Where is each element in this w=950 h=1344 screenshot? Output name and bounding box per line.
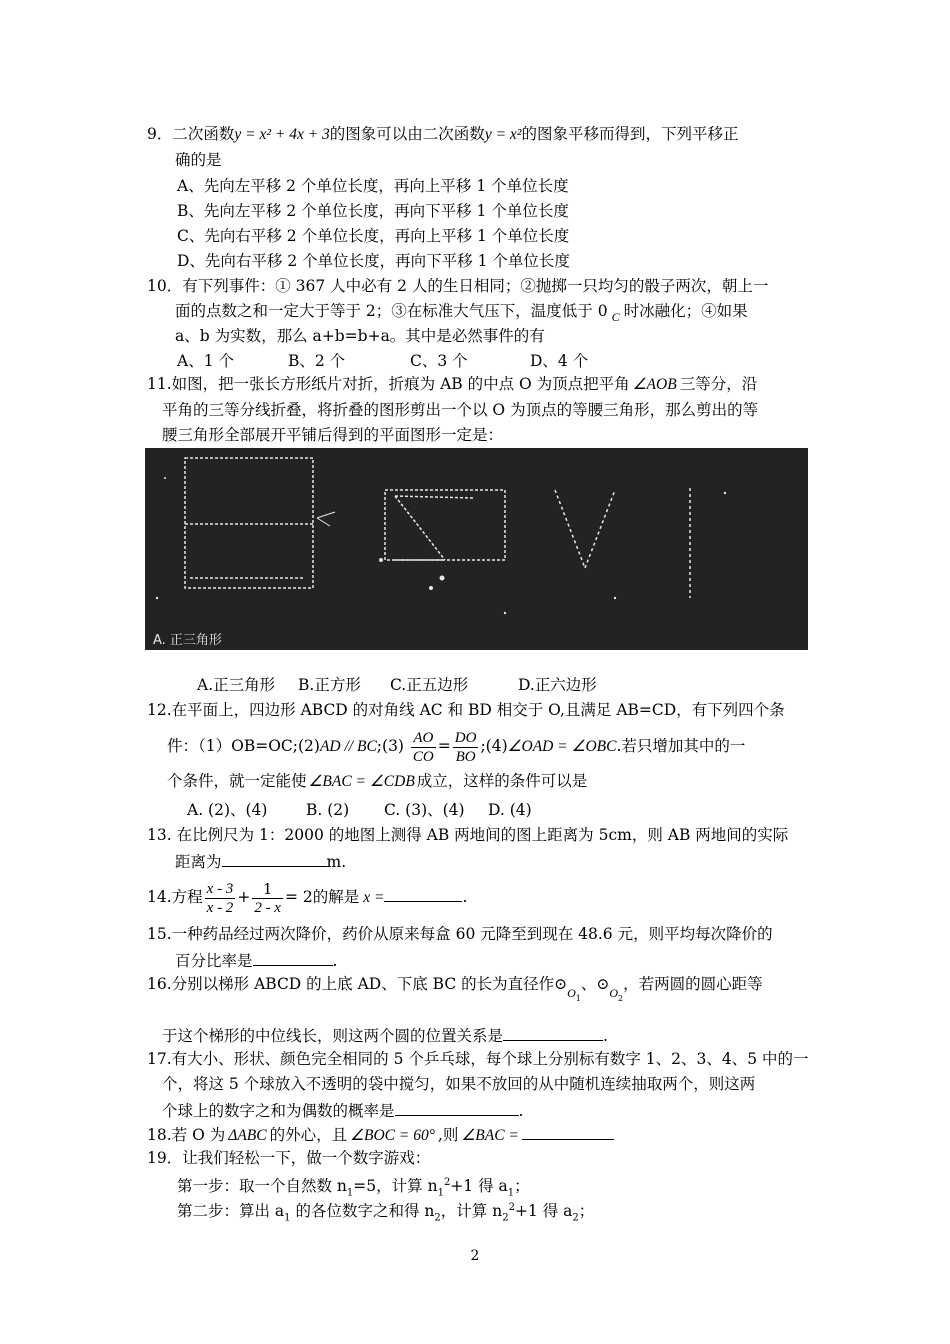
q11-line2: 平角的三等分线折叠，将折叠的图形剪出一个以 O 为顶点的等腰三角形，那么剪出的等 bbox=[162, 401, 759, 419]
q12-option-c: C. (3)、(4) bbox=[384, 801, 465, 819]
q10-option-b: B、2 个 bbox=[288, 352, 346, 370]
q12-cond2: AD // BC bbox=[319, 738, 377, 755]
q12-line3-post: 成立，这样的条件可以是 bbox=[416, 772, 588, 790]
q9-func2: y = x² bbox=[484, 126, 522, 143]
q12-cond3-pre: ;(3) bbox=[376, 737, 404, 755]
q13-line2 bbox=[175, 850, 346, 872]
q11-option-c: C.正五边形 bbox=[390, 676, 469, 694]
q18-ask: ∠BAC = bbox=[461, 1127, 519, 1144]
q12-fraction-2: $\frac{DO}{BO}$ bbox=[454, 729, 477, 765]
q15-line1: 15.一种药品经过两次降价，药价从原来每盒 60 元降至到现在 48.6 元，则平均每次降价的 bbox=[147, 925, 773, 943]
q11-figure bbox=[145, 448, 808, 650]
q10-option-d: D、4 个 bbox=[530, 352, 589, 370]
q14-pre: 14.方程 bbox=[147, 888, 203, 906]
q12-line3 bbox=[167, 771, 587, 792]
q11-line1 bbox=[147, 374, 757, 395]
q11-line3: 腰三角形全部展开平铺后得到的平面图形一定是： bbox=[162, 426, 504, 444]
q18-line bbox=[147, 1123, 614, 1146]
q16-line1-post: ，若两圆的圆心距等 bbox=[623, 975, 763, 993]
q16-line2-post: . bbox=[603, 1027, 608, 1045]
q10-line1: 10．有下列事件：① 367 人中必有 2 人的生日相同；②抛掷一只均匀的骰子两次，朝上一 bbox=[147, 277, 769, 295]
q9-text: 9．二次函数 bbox=[147, 125, 235, 143]
q9-option-c: C、先向右平移 2 个单位长度，再向上平移 1 个单位长度 bbox=[177, 227, 570, 245]
q12-equals: = bbox=[437, 737, 451, 755]
q11-text-post: 三等分，沿 bbox=[679, 375, 758, 393]
q15-line2 bbox=[175, 949, 337, 971]
q17-line2: 个，将这 5 个球放入不透明的袋中搅匀，如果不放回的从中随机连续抽取两个，则这两 bbox=[162, 1075, 756, 1093]
q15-line2-pre: 百分比率是 bbox=[175, 952, 253, 970]
q17-line3-post: . bbox=[518, 1102, 524, 1120]
q14-line bbox=[147, 876, 467, 919]
q12-line3-math: ∠BAC = ∠CDB bbox=[308, 773, 415, 790]
cut-shape-icon bbox=[555, 488, 690, 598]
q16-line1-pre: 16.分别以梯形 ABCD 的上底 AD、下底 BC 的长为直径作⊙ bbox=[147, 975, 568, 993]
q9-text-post: 的图象平移而得到，下列平移正 bbox=[521, 125, 739, 143]
q12-fraction-1: $\frac{AO}{CO}$ bbox=[412, 729, 434, 765]
q18-triangle: ΔABC bbox=[228, 1127, 267, 1144]
q14-mid: 的解是 bbox=[312, 888, 360, 906]
fold-figure-drawing bbox=[145, 448, 808, 650]
q17-line1: 17.有大小、形状、颜色完全相同的 5 个乒乓球，每个球上分别标有数字 1、2、3、4、5 中的一 bbox=[147, 1050, 809, 1068]
q10-text-post: 时冰融化；④如果 bbox=[623, 302, 748, 320]
q12-cond4-pre: ;(4) bbox=[480, 737, 508, 755]
q13-line2-pre: 距离为 bbox=[175, 853, 222, 871]
q18-answer-blank[interactable] bbox=[522, 1123, 614, 1140]
folded-rectangle-icon bbox=[185, 458, 313, 588]
q9-option-b: B、先向左平移 2 个单位长度，再向下平移 1 个单位长度 bbox=[177, 202, 569, 220]
q14-answer-blank[interactable] bbox=[384, 885, 462, 902]
q19-step2: 第二步：算出 $a_1$ 的各位数字之和得 $n_2$，计算 $n_2^2+1$ 得 $a_2$； bbox=[177, 1202, 595, 1224]
q14-fraction-1: $\frac{x - 3}{x - 2}$ bbox=[206, 880, 234, 916]
q16-answer-blank[interactable] bbox=[503, 1024, 603, 1041]
q10-text: 面的点数之和一定大于等于 2；③在标准大气压下，温度低于 0 bbox=[175, 302, 608, 320]
figure-caption: A. 正三角形 bbox=[153, 633, 222, 648]
q18-mid: 的外心，且 bbox=[269, 1126, 348, 1144]
q16-sep: 、⊙ bbox=[580, 975, 610, 993]
q19-step1: 第一步：取一个自然数 $n_1=5$，计算 $n_1^2+1$ 得 $a_1$； bbox=[177, 1177, 530, 1199]
q12-line2 bbox=[167, 726, 745, 767]
q13-line1: 13. 在比例尺为 1：2000 的地图上测得 AB 两地间的图上距离为 5cm，则 AB 两地间的实际 bbox=[147, 826, 789, 844]
q16-o1: O bbox=[567, 986, 576, 1000]
q17-line3-pre: 个球上的数字之和为偶数的概率是 bbox=[162, 1102, 395, 1120]
q12-option-a: A. (2)、(4) bbox=[187, 801, 268, 819]
q18-mid2: ,则 bbox=[437, 1126, 459, 1144]
q17-line3 bbox=[162, 1099, 523, 1121]
page-number: 2 bbox=[470, 1248, 480, 1264]
q12-line1: 12.在平面上，四边形 ABCD 的对角线 AC 和 BD 相交于 O,且满足 AB=CD，有下列四个条 bbox=[147, 701, 785, 719]
q10-unit: C bbox=[611, 310, 620, 324]
q12-option-b: B. (2) bbox=[306, 801, 350, 819]
q16-line2 bbox=[162, 1024, 608, 1046]
q10-line3: a、b 为实数，那么 a+b=b+a。其中是必然事件的有 bbox=[175, 327, 545, 345]
q14-fraction-2: $\frac{1}{2 - x}$ bbox=[254, 879, 281, 916]
triangle-fold-icon bbox=[385, 490, 505, 560]
q12-cond-post: .若只增加其中的一 bbox=[616, 737, 746, 755]
q14-plus: + bbox=[237, 888, 251, 906]
q9-line2: 确的是 bbox=[175, 151, 222, 169]
q14-rhs: = 2 bbox=[284, 888, 313, 906]
q16-line1: 16.分别以梯形 ABCD 的上底 AD、下底 BC 的长为直径作$⊙_{O1}$、$⊙_{O2}$，若两圆的圆心距等 bbox=[147, 975, 763, 1003]
q10-option-c: C、3 个 bbox=[410, 352, 468, 370]
q11-option-b: B.正方形 bbox=[298, 676, 361, 694]
q14-var: x = bbox=[363, 889, 385, 906]
q9-line1 bbox=[147, 124, 738, 145]
q12-cond-pre: 件：（1）OB=OC;(2) bbox=[167, 737, 320, 755]
q19-line1: 19．让我们轻松一下，做一个数字游戏： bbox=[147, 1149, 431, 1167]
q17-answer-blank[interactable] bbox=[395, 1099, 519, 1116]
q11-option-a: A.正三角形 bbox=[197, 676, 276, 694]
q12-line3-pre: 个条件，就一定能使 bbox=[167, 772, 307, 790]
q14-post: . bbox=[462, 888, 468, 906]
q15-answer-blank[interactable] bbox=[253, 949, 333, 966]
q13-answer-blank[interactable] bbox=[222, 850, 327, 867]
q16-o2: O bbox=[609, 986, 619, 1000]
q9-option-d: D、先向右平移 2 个单位长度，再向下平移 1 个单位长度 bbox=[177, 252, 570, 270]
q11-angle: ∠AOB bbox=[632, 376, 677, 393]
q10-line2 bbox=[175, 301, 748, 327]
q15-line2-post: . bbox=[332, 952, 338, 970]
q11-option-d: D.正六边形 bbox=[518, 676, 597, 694]
q9-text-mid: 的图象可以由二次函数 bbox=[329, 125, 485, 143]
q16-line2-pre: 于这个梯形的中位线长，则这两个圆的位置关系是 bbox=[162, 1027, 504, 1045]
q18-angle: ∠BOC = 60° bbox=[350, 1127, 435, 1144]
q12-option-d: D. (4) bbox=[488, 801, 532, 819]
q11-text: 11.如图，把一张长方形纸片对折，折痕为 AB 的中点 O 为顶点把平角 bbox=[147, 375, 630, 393]
q13-line2-post: m. bbox=[326, 853, 347, 871]
q10-option-a: A、1 个 bbox=[177, 352, 234, 370]
q9-option-a: A、先向左平移 2 个单位长度，再向上平移 1 个单位长度 bbox=[177, 177, 569, 195]
q18-pre: 18.若 O 为 bbox=[147, 1126, 226, 1144]
q9-func1: y = x² + 4x + 3 bbox=[234, 126, 330, 143]
q12-cond4: ∠OAD = ∠OBC bbox=[507, 738, 617, 755]
